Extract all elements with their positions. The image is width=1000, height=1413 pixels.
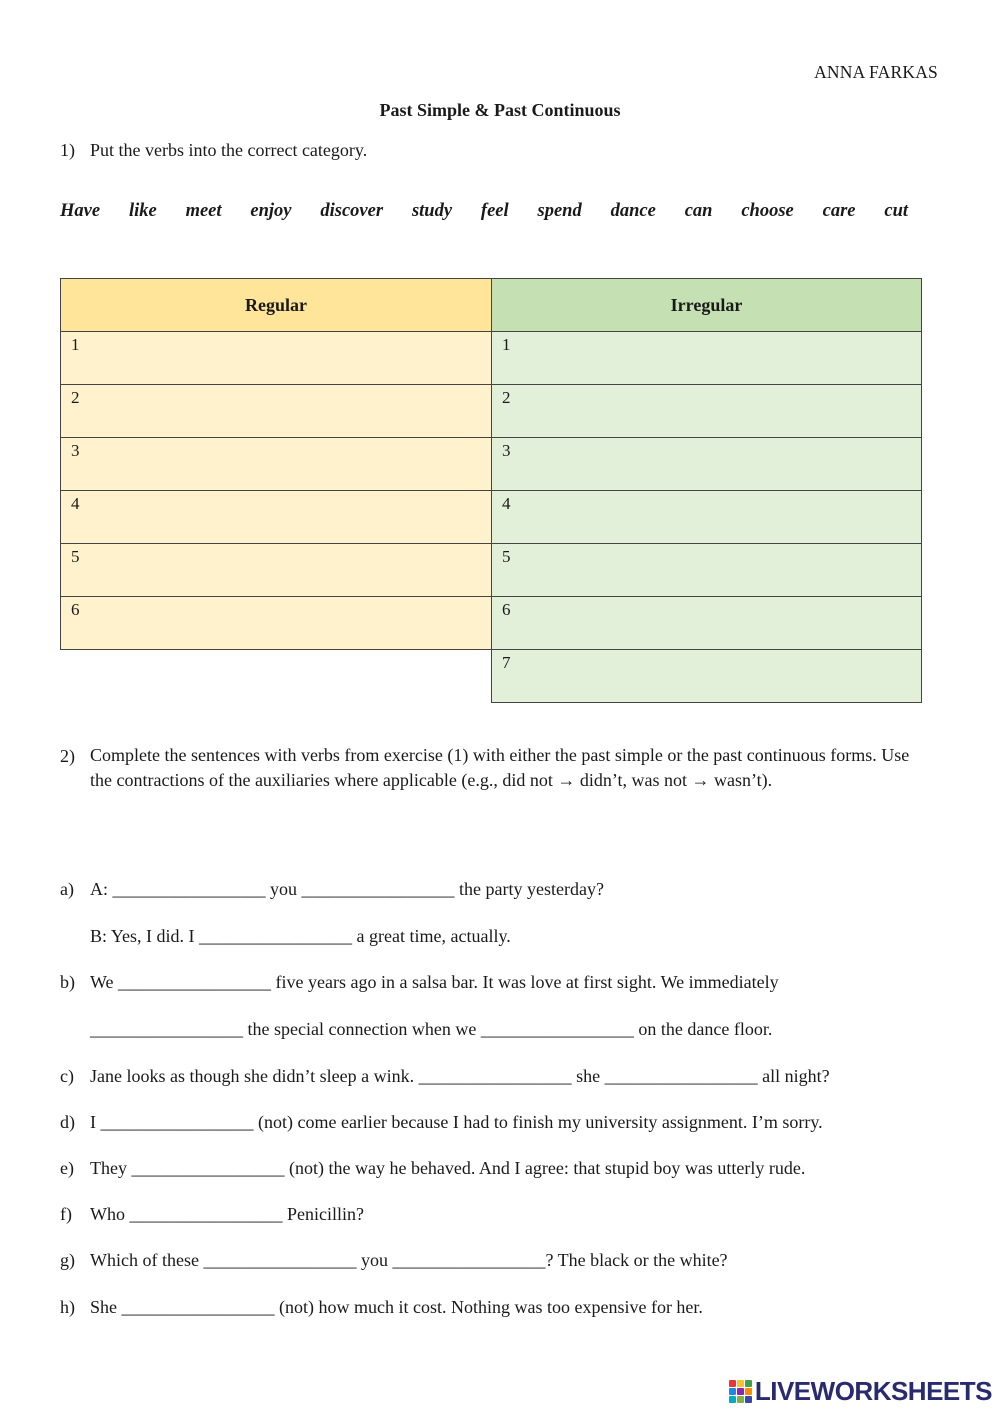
irregular-answer-cell[interactable]	[492, 650, 922, 703]
fill-in-sentence[interactable]: A: _________________ you _________________ the party yesterday?	[90, 879, 604, 899]
verb-word: study	[411, 201, 453, 221]
liveworksheets-logo-icon	[729, 1380, 752, 1403]
row-number: 5	[71, 547, 80, 566]
regular-answer-cell[interactable]	[61, 385, 492, 438]
item-label: c)	[60, 1066, 74, 1086]
verb-word: can	[684, 201, 713, 221]
fill-in-sentence[interactable]: I _________________ (not) come earlier because I had to finish my university assignment. I’m sorry.	[90, 1112, 823, 1132]
irregular-answer-cell[interactable]	[492, 332, 922, 385]
irregular-answer-cell[interactable]	[492, 438, 922, 491]
exercise-1-number: 1)	[60, 140, 75, 160]
item-label: d)	[60, 1112, 75, 1132]
item-label: a)	[60, 879, 74, 899]
regular-answer-cell[interactable]	[61, 544, 492, 597]
fill-in-sentence[interactable]: _________________ the special connection when we _________________ on the dance floor.	[90, 1019, 773, 1039]
verb-word: Have	[60, 201, 101, 221]
row-number: 7	[502, 653, 511, 672]
verb-word: cut	[884, 201, 908, 221]
item-label: g)	[60, 1250, 75, 1270]
fill-in-sentence[interactable]: Jane looks as though she didn’t sleep a wink. _________________ she _________________ all night?	[90, 1066, 830, 1086]
row-number: 2	[502, 388, 511, 407]
fill-in-sentence[interactable]: She _________________ (not) how much it cost. Nothing was too expensive for her.	[90, 1297, 703, 1317]
row-number: 4	[502, 494, 511, 513]
logo-text: LIVEWORKSHEETS	[754, 1376, 992, 1406]
liveworksheets-logo	[729, 1376, 992, 1407]
fill-in-sentence[interactable]: B: Yes, I did. I _________________ a great time, actually.	[90, 926, 511, 946]
row-number: 6	[502, 600, 511, 619]
verb-word: dance	[610, 201, 656, 221]
row-number: 1	[71, 335, 80, 354]
verb-word: care	[822, 201, 856, 221]
fill-in-sentence[interactable]: We _________________ five years ago in a salsa bar. It was love at first sight. We immediately	[90, 972, 779, 992]
irregular-answer-cell[interactable]	[492, 385, 922, 438]
regular-answer-cell[interactable]	[61, 597, 492, 650]
item-label: f)	[60, 1204, 72, 1224]
row-number: 5	[502, 547, 511, 566]
exercise-2-instruction: Complete the sentences with verbs from exercise (1) with either the past simple or the past continuous forms. Use the contractions of the auxiliaries where applicable (e.g., did not → didn’t, was not → wasn’t).	[90, 745, 910, 790]
worksheet-title: Past Simple & Past Continuous	[379, 100, 621, 120]
verb-word: choose	[741, 201, 794, 221]
exercise-2-number: 2)	[60, 746, 75, 766]
verb-word: like	[128, 201, 157, 221]
irregular-answer-cell[interactable]	[492, 597, 922, 650]
verb-word: meet	[185, 201, 222, 221]
regular-answer-cell[interactable]	[61, 438, 492, 491]
item-label: e)	[60, 1158, 74, 1178]
author-name: ANNA FARKAS	[814, 62, 938, 82]
fill-in-sentence[interactable]: Which of these _________________ you _________________? The black or the white?	[90, 1250, 728, 1270]
regular-answer-cell[interactable]	[61, 332, 492, 385]
irregular-answer-cell[interactable]	[492, 544, 922, 597]
verb-word: enjoy	[250, 201, 292, 221]
verb-word: feel	[480, 201, 509, 221]
row-number: 3	[71, 441, 80, 460]
row-number: 4	[71, 494, 80, 513]
regular-header: Regular	[61, 279, 492, 332]
row-number: 6	[71, 600, 80, 619]
exercise-1-instruction: Put the verbs into the correct category.	[90, 140, 368, 160]
empty-cell	[61, 650, 492, 703]
row-number: 2	[71, 388, 80, 407]
fill-in-sentence[interactable]: Who _________________ Penicillin?	[90, 1204, 364, 1224]
category-table	[60, 278, 922, 703]
regular-answer-cell[interactable]	[61, 491, 492, 544]
row-number: 3	[502, 441, 511, 460]
item-label: h)	[60, 1297, 75, 1317]
verb-word: spend	[537, 201, 582, 221]
verb-word: discover	[320, 201, 384, 221]
fill-in-sentence[interactable]: They _________________ (not) the way he behaved. And I agree: that stupid boy was utterly rude.	[90, 1158, 806, 1178]
row-number: 1	[502, 335, 511, 354]
irregular-header: Irregular	[492, 279, 922, 332]
irregular-answer-cell[interactable]	[492, 491, 922, 544]
item-label: b)	[60, 972, 75, 992]
verb-bank	[60, 201, 908, 222]
